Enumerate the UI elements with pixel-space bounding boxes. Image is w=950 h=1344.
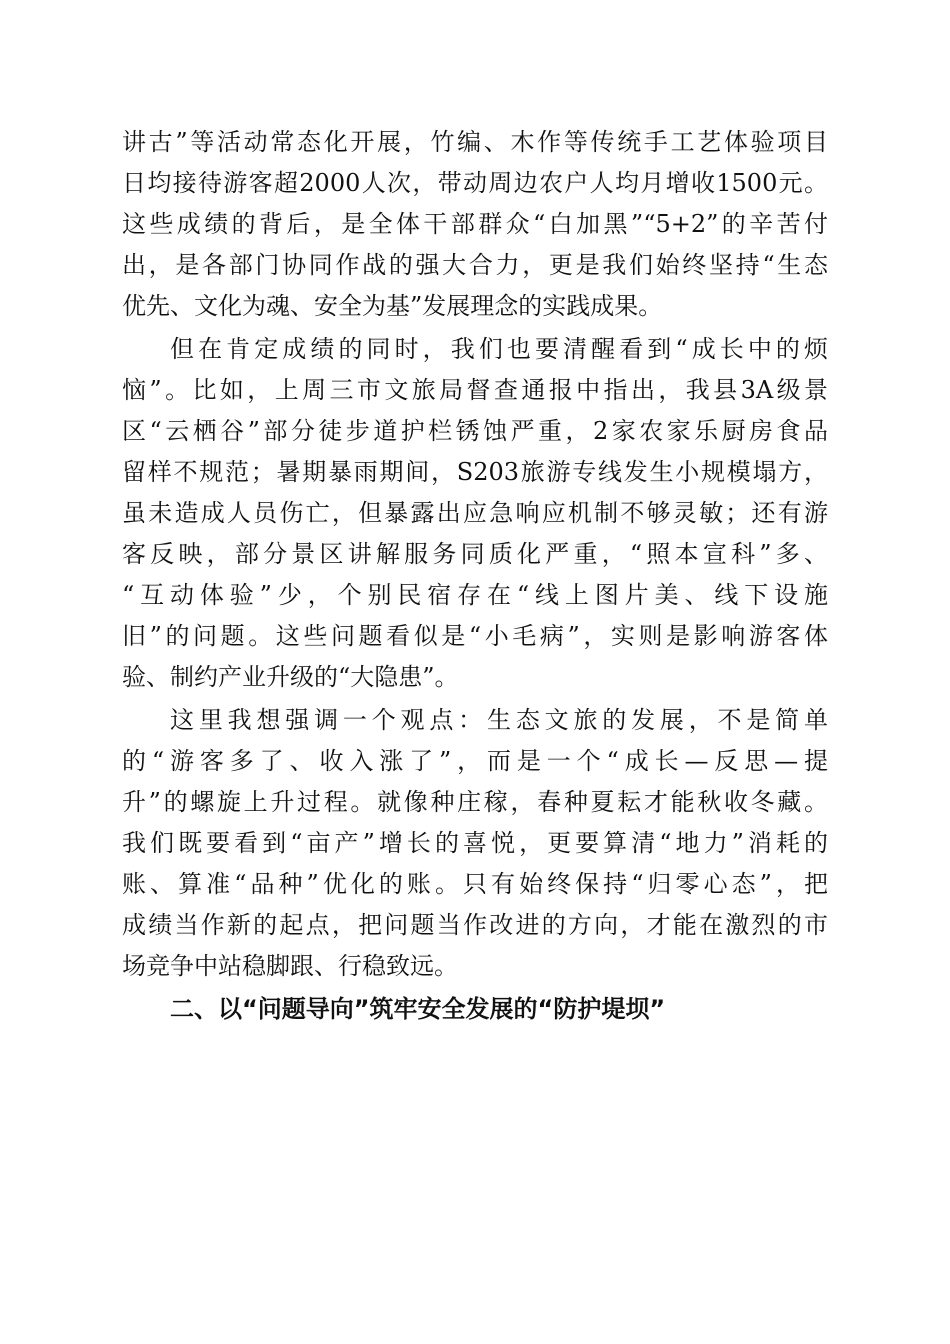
text-line: 升”的螺旋上升过程。就像种庄稼，春种夏耘才能秋收冬藏。 — [122, 788, 828, 816]
text-line: 出，是各部门协同作战的强大合力，更是我们始终坚持“生态 — [122, 251, 828, 279]
text-line: 留样不规范；暑期暴雨期间，S203旅游专线发生小规模塌方， — [122, 458, 828, 486]
text-line: 区“云栖谷”部分徒步道护栏锈蚀严重，2家农家乐厨房食品 — [122, 417, 828, 445]
section-heading: 二、以“问题导向”筑牢安全发展的“防护堤坝” — [170, 995, 666, 1023]
text-line: 场竞争中站稳脚跟、行稳致远。 — [122, 952, 458, 980]
text-line: 讲古”等活动常态化开展，竹编、木作等传统手工艺体验项目 — [122, 128, 828, 156]
text-line: 优先、文化为魂、安全为基”发展理念的实践成果。 — [122, 292, 663, 320]
text-line: 旧”的问题。这些问题看似是“小毛病”，实则是影响游客体 — [122, 622, 828, 650]
text-line: 日均接待游客超2000人次，带动周边农户人均月增收1500元。 — [122, 169, 828, 197]
paragraph-2 — [122, 329, 828, 698]
text-line: 客反映，部分景区讲解服务同质化严重，“照本宣科”多、 — [122, 540, 828, 568]
text-line: 账、算准“品种”优化的账。只有始终保持“归零心态”，把 — [122, 870, 828, 898]
text-line: 这些成绩的背后，是全体干部群众“白加黑”“5+2”的辛苦付 — [122, 210, 828, 238]
text-line: 验、制约产业升级的“大隐患”。 — [122, 663, 459, 691]
text-line: 虽未造成人员伤亡，但暴露出应急响应机制不够灵敏；还有游 — [122, 499, 828, 527]
text-line: 但在肯定成绩的同时，我们也要清醒看到“成长中的烦 — [170, 335, 828, 363]
paragraph-3 — [122, 700, 828, 987]
text-line: 的“游客多了、收入涨了”，而是一个“成长—反思—提 — [122, 747, 828, 775]
text-line: 这里我想强调一个观点：生态文旅的发展，不是简单 — [170, 706, 828, 734]
text-line: 恼”。比如，上周三市文旅局督查通报中指出，我县3A级景 — [122, 376, 828, 404]
paragraph-1 — [122, 122, 828, 327]
text-line: 我们既要看到“亩产”增长的喜悦，更要算清“地力”消耗的 — [122, 829, 828, 857]
body-text — [122, 122, 828, 1030]
text-line: “互动体验”少，个别民宿存在“线上图片美、线下设施 — [122, 581, 828, 609]
text-line: 成绩当作新的起点，把问题当作改进的方向，才能在激烈的市 — [122, 911, 828, 939]
